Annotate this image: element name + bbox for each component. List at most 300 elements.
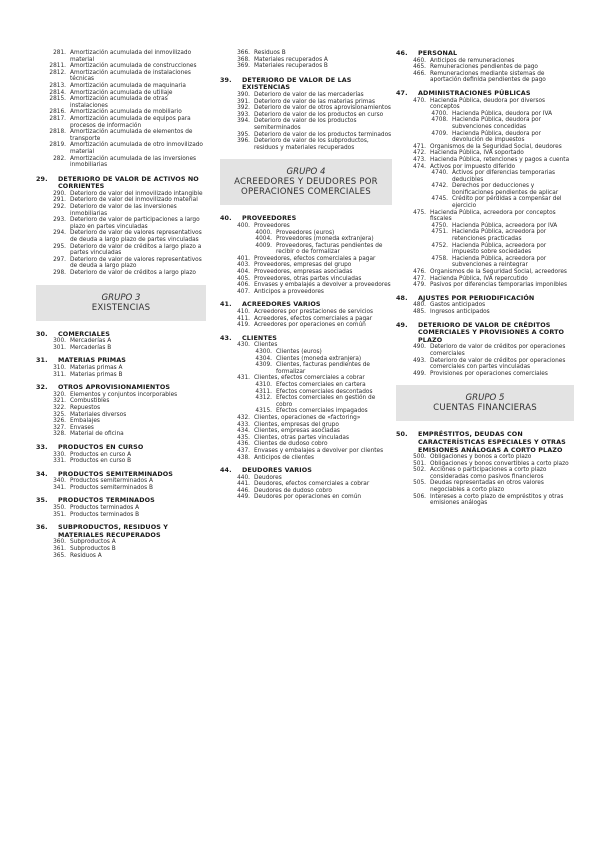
- account-row: [396, 371, 574, 378]
- account-label: Hacienda Pública, retenciones y pagos a cuenta: [430, 156, 570, 163]
- account-label: Amortización acumulada de elementos de transporte: [70, 129, 193, 142]
- account-label: Combustibles: [70, 398, 110, 405]
- column-2: [220, 50, 392, 507]
- account-code: 4315.: [255, 408, 272, 415]
- account-row: [396, 467, 574, 480]
- account-code: 396.: [237, 138, 250, 145]
- group-heading: [220, 467, 392, 475]
- account-label: Hacienda Pública, IVA repercutido: [430, 275, 528, 282]
- account-label: Hacienda Pública, deudora por devolución de impuestos: [452, 130, 541, 144]
- account-label: Hacienda Pública, acreedora por IVA: [452, 222, 558, 229]
- column-3: [396, 50, 574, 513]
- account-row: [36, 50, 206, 63]
- account-row: [396, 64, 574, 71]
- account-label: Embalajes: [70, 418, 100, 425]
- subaccount-row: [220, 356, 392, 363]
- account-label: Clientes, otras partes vinculadas: [254, 434, 349, 441]
- group-code: 36.: [36, 523, 48, 532]
- group-code: 44.: [220, 466, 232, 475]
- account-row: [36, 63, 206, 70]
- account-code: 449.: [237, 494, 250, 501]
- account-row: [220, 256, 392, 263]
- group-heading-title: PRODUCTOS TERMINADOS: [58, 496, 155, 505]
- group-number: GRUPO 4: [286, 167, 326, 178]
- account-group: [396, 431, 574, 507]
- account-row: [220, 428, 392, 435]
- account-label: Deterioro de valor de créditos por operaciones comerciales: [430, 344, 566, 357]
- account-code: 341.: [53, 484, 66, 491]
- account-row: [36, 539, 206, 546]
- account-row: [220, 441, 392, 448]
- account-label: Deterioro de valor de valores representativos de deuda a largo plazo de partes vinculadas: [70, 230, 202, 244]
- account-row: [36, 204, 206, 217]
- account-code: 470.: [413, 97, 426, 104]
- account-code: 4758.: [431, 255, 448, 262]
- account-label: Material de oficina: [70, 431, 124, 438]
- account-group: [36, 444, 206, 465]
- account-row: [396, 344, 574, 357]
- account-label: Proveedores, facturas pendientes de recibir o de formalizar: [276, 242, 383, 256]
- account-label: Deterioro de valor del inmovilizado intangible: [70, 190, 203, 197]
- account-label: Productos en curso A: [70, 451, 132, 458]
- account-code: 472.: [413, 150, 426, 157]
- account-label: Deterioro de valor de participaciones a largo plazo en partes vinculadas: [70, 217, 200, 230]
- account-label: Deterioro de valor del inmovilizado material: [70, 197, 198, 204]
- account-code: 321.: [53, 398, 66, 405]
- account-row: [36, 270, 206, 277]
- account-row: [220, 475, 392, 482]
- account-code: 4750.: [431, 222, 448, 229]
- account-code: 493.: [413, 357, 426, 364]
- account-row: [36, 83, 206, 90]
- account-label: Hacienda Pública, acreedora por subvenciones a reintegrar: [452, 255, 547, 269]
- group-code: 32.: [36, 383, 48, 392]
- account-label: Envases y embalajes a devolver por clientes: [254, 447, 384, 454]
- account-row: [36, 425, 206, 432]
- account-code: 298.: [53, 270, 66, 276]
- account-row: [396, 282, 574, 289]
- account-row: [220, 455, 392, 462]
- account-row: [220, 138, 392, 151]
- subaccount-row: [396, 243, 574, 256]
- account-row: [220, 342, 392, 349]
- account-label: Acciones o participaciones a corto plazo consideradas como pasivos financieros: [430, 467, 547, 480]
- account-code: 331.: [53, 458, 66, 465]
- account-label: Clientes, empresas del grupo: [254, 421, 339, 428]
- account-code: 476.: [413, 269, 426, 275]
- account-group: [36, 176, 206, 277]
- account-code: 411.: [237, 315, 250, 322]
- account-code: 446.: [237, 487, 250, 494]
- account-row: [36, 365, 206, 372]
- account-code: 322.: [53, 404, 66, 411]
- account-label: Clientes: [254, 342, 278, 349]
- account-label: Hacienda Pública, deudora por subvenciones concedidas: [452, 117, 541, 130]
- account-code: 326.: [53, 418, 66, 425]
- group-code: 40.: [220, 214, 232, 223]
- account-row: [396, 309, 574, 316]
- account-label: Clientes (moneda extranjera): [276, 355, 362, 362]
- account-label: Anticipos de remuneraciones: [430, 57, 515, 64]
- account-label: Activos por impuesto diferido: [430, 163, 516, 170]
- group-banner: [36, 285, 206, 321]
- account-row: [36, 338, 206, 345]
- account-code: 282.: [53, 155, 66, 162]
- subaccount-row: [396, 183, 574, 196]
- account-row: [396, 494, 574, 507]
- account-code: 390.: [237, 91, 250, 98]
- account-label: Clientes de dudoso cobro: [254, 441, 328, 448]
- group-code: 30.: [36, 329, 48, 338]
- account-row: [36, 405, 206, 412]
- group-title: CUENTAS FINANCIERAS: [433, 403, 537, 414]
- account-label: Gastos anticipados: [430, 302, 486, 309]
- account-label: Productos terminados B: [70, 511, 140, 518]
- account-code: 506.: [413, 493, 426, 500]
- account-label: Efectos comerciales en gestión de cobro: [276, 395, 376, 408]
- account-label: Productos en curso B: [70, 458, 132, 465]
- account-row: [220, 282, 392, 289]
- group-heading: [220, 77, 392, 92]
- account-label: Hacienda Pública, deudora por diversos conceptos: [430, 97, 546, 111]
- account-label: Deudas representadas en otros valores negociables a corto plazo: [430, 480, 544, 494]
- account-row: [396, 461, 574, 468]
- account-label: Productos semiterminados B: [70, 484, 153, 491]
- account-label: Residuos A: [70, 552, 102, 559]
- account-label: Proveedores (euros): [276, 229, 335, 236]
- account-label: Organismos de la Seguridad Social, acreedores: [430, 269, 567, 275]
- account-code: 436.: [237, 441, 250, 448]
- account-code: 437.: [237, 447, 250, 454]
- account-row: [220, 118, 392, 131]
- account-code: 301.: [53, 344, 66, 351]
- group-code: 48.: [396, 293, 408, 302]
- account-code: 505.: [413, 480, 426, 487]
- account-label: Subproductos A: [70, 539, 116, 546]
- group-heading-title: DETERIORO DE VALOR DE ACTIVOS NO CORRIENTES: [58, 174, 199, 191]
- account-code: 4751.: [431, 229, 448, 236]
- account-label: Organismos de la Seguridad Social, deudores: [430, 143, 562, 150]
- group-heading: [396, 295, 574, 303]
- account-row: [220, 57, 392, 64]
- subaccount-row: [220, 408, 392, 415]
- group-heading-title: AJUSTES POR PERIODIFICACIÓN: [418, 293, 535, 302]
- account-group: [36, 497, 206, 518]
- account-label: Deterioro de valor de las inversiones inmobiliarias: [70, 204, 177, 217]
- subaccount-row: [220, 236, 392, 243]
- account-row: [220, 262, 392, 269]
- group-heading: [220, 215, 392, 223]
- group-banner: [396, 385, 574, 421]
- account-row: [220, 322, 392, 329]
- account-row: [36, 478, 206, 485]
- account-row: [396, 480, 574, 493]
- group-heading: [396, 322, 574, 345]
- account-code: 366.: [237, 50, 250, 56]
- group-heading-title: MATERIAS PRIMAS: [58, 356, 126, 365]
- account-code: 4709.: [431, 130, 448, 137]
- group-heading-title: DETERIORO DE VALOR DE CRÉDITOS COMERCIALES Y PROVISIONES A CORTO PLAZO: [418, 320, 565, 344]
- account-code: 400.: [237, 222, 250, 229]
- group-code: 43.: [220, 333, 232, 342]
- account-label: Clientes, facturas pendientes de formalizar: [276, 362, 370, 375]
- account-code: 485.: [413, 308, 426, 315]
- account-label: Elementos y conjuntos incorporables: [70, 391, 178, 398]
- account-group: [36, 471, 206, 492]
- account-code: 4000.: [255, 229, 272, 236]
- account-group: [396, 322, 574, 378]
- account-label: Amortización acumulada de otro inmovilizado material: [70, 142, 203, 155]
- account-row: [36, 418, 206, 425]
- account-code: 350.: [53, 505, 66, 512]
- group-code: 41.: [220, 300, 232, 309]
- account-row: [36, 129, 206, 142]
- account-code: 361.: [53, 546, 66, 553]
- account-label: Clientes (euros): [276, 349, 322, 355]
- account-label: Deterioro de valor de los productos terminados: [254, 131, 392, 138]
- account-code: 2817.: [49, 115, 66, 122]
- account-group: [396, 90, 574, 289]
- account-label: Amortización acumulada de instalaciones técnicas: [70, 69, 191, 83]
- account-label: Mercaderías B: [70, 344, 112, 351]
- group-code: 50.: [396, 430, 408, 439]
- account-code: 393.: [237, 111, 250, 118]
- account-label: Deudores por operaciones en común: [254, 494, 362, 501]
- account-code: 475.: [413, 209, 426, 216]
- account-label: Amortización acumulada de las inversiones inmobiliarias: [70, 155, 197, 169]
- account-code: 2811.: [49, 63, 66, 70]
- group-heading-title: DETERIORO DE VALOR DE LAS EXISTENCIAS: [242, 75, 352, 92]
- group-heading-title: OTROS APROVISIONAMIENTOS: [58, 383, 171, 392]
- account-label: Repuestos: [70, 404, 101, 411]
- account-row: [396, 98, 574, 111]
- account-row: [220, 494, 392, 501]
- account-label: Materiales diversos: [70, 411, 127, 418]
- account-code: 330.: [53, 451, 66, 458]
- group-heading-title: DEUDORES VARIOS: [242, 466, 313, 475]
- column-1: [36, 50, 206, 565]
- account-label: Crédito por pérdidas a compensar del ejercicio: [452, 196, 562, 210]
- account-label: Deterioro de valor de créditos a largo plazo a partes vinculadas: [70, 243, 202, 257]
- group-heading: [36, 384, 206, 392]
- account-row: [220, 415, 392, 422]
- account-group: [220, 77, 392, 152]
- account-row: [36, 553, 206, 560]
- account-label: Amortización acumulada de utillaje: [70, 89, 173, 96]
- subaccount-row: [396, 256, 574, 269]
- account-code: 369.: [237, 63, 250, 70]
- group-title: EXISTENCIAS: [91, 302, 151, 313]
- account-label: Proveedores, efectos comerciales a pagar: [254, 255, 376, 262]
- account-label: Deterioro de valor de otros aprovisionamientos: [254, 105, 391, 112]
- subaccount-row: [220, 230, 392, 237]
- group-heading: [220, 335, 392, 343]
- account-label: Deterioro de valor de las mercaderías: [254, 91, 364, 98]
- account-row: [396, 157, 574, 164]
- account-row: [36, 230, 206, 243]
- subaccount-row: [396, 229, 574, 242]
- account-label: Materias primas A: [70, 364, 123, 371]
- account-label: Subproductos B: [70, 546, 116, 553]
- account-row: [220, 422, 392, 429]
- account-code: 325.: [53, 411, 66, 418]
- account-code: 430.: [237, 342, 250, 349]
- group-heading: [36, 176, 206, 191]
- account-row: [36, 116, 206, 129]
- account-code: 394.: [237, 118, 250, 125]
- account-label: Deudores: [254, 474, 282, 481]
- account-code: 404.: [237, 269, 250, 276]
- account-code: 499.: [413, 370, 426, 377]
- account-label: Proveedores (moneda extranjera): [276, 236, 374, 243]
- account-label: Materiales recuperados B: [254, 63, 328, 70]
- account-group: [220, 301, 392, 328]
- group-title: ACREEDORES Y DEUDORES POR OPERACIONES COMERCIALES: [234, 177, 378, 198]
- account-label: Deudores de dudoso cobro: [254, 487, 332, 494]
- account-row: [396, 164, 574, 171]
- account-label: Deudores, efectos comerciales a cobrar: [254, 481, 370, 488]
- group-heading-title: PERSONAL: [418, 49, 458, 57]
- account-row: [396, 150, 574, 157]
- account-label: Efectos comerciales impagados: [276, 408, 368, 415]
- account-code: 440.: [237, 474, 250, 481]
- account-row: [36, 109, 206, 116]
- account-row: [220, 435, 392, 442]
- account-row: [36, 398, 206, 405]
- account-label: Productos terminados A: [70, 505, 140, 512]
- account-label: Deterioro de valor de los productos semiterminados: [254, 118, 357, 131]
- account-label: Amortización acumulada de mobiliario: [70, 109, 182, 116]
- subaccount-row: [396, 196, 574, 209]
- account-label: Productos semiterminados A: [70, 478, 153, 485]
- account-row: [220, 99, 392, 106]
- account-code: 406.: [237, 282, 250, 289]
- account-row: [220, 63, 392, 70]
- group-heading: [36, 444, 206, 452]
- account-code: 500.: [413, 454, 426, 461]
- group-heading-title: PROVEEDORES: [242, 214, 297, 223]
- account-row: [36, 546, 206, 553]
- account-label: Amortización acumulada de equipos para procesos de información: [70, 115, 191, 129]
- account-label: Deterioro de valor de las materias primas: [254, 98, 375, 105]
- account-label: Pasivos por diferencias temporarias imponibles: [430, 282, 568, 289]
- account-label: Proveedores, empresas del grupo: [254, 262, 352, 269]
- account-row: [220, 112, 392, 119]
- subaccount-row: [220, 362, 392, 375]
- account-code: 434.: [237, 428, 250, 435]
- subaccount-row: [220, 349, 392, 356]
- account-label: Clientes, empresas asociadas: [254, 428, 340, 435]
- group-heading: [396, 50, 574, 58]
- account-row: [220, 309, 392, 316]
- group-heading: [36, 524, 206, 539]
- account-label: Mercaderías A: [70, 338, 112, 345]
- account-label: Efectos comerciales descontados: [276, 388, 373, 395]
- subaccount-row: [396, 170, 574, 183]
- account-code: 405.: [237, 275, 250, 282]
- account-code: 501.: [413, 460, 426, 467]
- account-code: 4309.: [255, 362, 272, 369]
- account-label: Envases y embalajes a devolver a proveedores: [254, 282, 391, 289]
- account-row: [36, 257, 206, 270]
- subaccount-row: [220, 382, 392, 389]
- account-label: Hacienda Pública, deudora por IVA: [452, 110, 553, 117]
- account-code: 360.: [53, 539, 66, 546]
- group-heading-title: SUBPRODUCTOS, RESIDUOS Y MATERIALES RECUPERADOS: [58, 523, 168, 539]
- account-code: 291.: [53, 197, 66, 204]
- subaccount-row: [396, 117, 574, 130]
- account-code: 432.: [237, 414, 250, 421]
- account-code: 4740.: [431, 170, 448, 177]
- account-code: 473.: [413, 156, 426, 163]
- account-group: [36, 384, 206, 438]
- account-label: Intereses a corto plazo de empréstitos y otras emisiones análogas: [430, 493, 564, 507]
- account-code: 4700.: [431, 110, 448, 117]
- account-code: 480.: [413, 302, 426, 309]
- account-code: 281.: [53, 50, 66, 56]
- account-code: 465.: [413, 64, 426, 71]
- account-row: [36, 345, 206, 352]
- group-code: 39.: [220, 75, 232, 84]
- account-label: Deterioro de valor de los subproductos, residuos y materiales recuperados: [254, 138, 369, 151]
- account-row: [36, 372, 206, 379]
- account-group: [396, 50, 574, 84]
- account-code: 435.: [237, 434, 250, 441]
- group-banner: [220, 159, 392, 205]
- account-row: [36, 452, 206, 459]
- account-row: [36, 485, 206, 492]
- account-code: 320.: [53, 391, 66, 398]
- account-row: [220, 481, 392, 488]
- account-label: Activos por diferencias temporarias deducibles: [452, 170, 556, 183]
- account-label: Obligaciones y bonos convertibles a corto plazo: [430, 460, 569, 467]
- account-group: [36, 331, 206, 352]
- account-code: 300.: [53, 338, 66, 345]
- account-code: 479.: [413, 282, 426, 289]
- account-label: Amortización acumulada de construcciones: [70, 63, 197, 70]
- account-code: 2815.: [49, 96, 66, 103]
- account-code: 340.: [53, 478, 66, 485]
- account-label: Residuos B: [254, 50, 286, 56]
- account-label: Anticipos de clientes: [254, 454, 315, 461]
- account-label: Materiales recuperados A: [254, 56, 328, 63]
- account-row: [220, 269, 392, 276]
- account-label: Proveedores, empresas asociadas: [254, 269, 353, 276]
- account-row: [36, 431, 206, 438]
- group-heading: [36, 357, 206, 365]
- account-row: [220, 50, 392, 57]
- group-heading-title: ADMINISTRACIONES PÚBLICAS: [418, 88, 531, 97]
- account-code: 295.: [53, 243, 66, 250]
- group-heading-title: PRODUCTOS SEMITERMINADOS: [58, 469, 173, 478]
- account-label: Deterioro de valor de créditos por operaciones comerciales con partes vinculadas: [430, 357, 566, 371]
- account-row: [36, 412, 206, 419]
- account-code: 438.: [237, 454, 250, 461]
- account-row: [36, 197, 206, 204]
- group-heading: [36, 471, 206, 479]
- account-code: 4745.: [431, 196, 448, 203]
- group-number: GRUPO 5: [465, 393, 505, 404]
- account-row: [36, 191, 206, 198]
- account-code: 401.: [237, 255, 250, 262]
- account-label: Hacienda Pública, IVA soportado: [430, 150, 524, 157]
- account-group: [396, 295, 574, 316]
- account-row: [36, 505, 206, 512]
- account-code: 351.: [53, 511, 66, 518]
- account-code: 4312.: [255, 395, 272, 402]
- account-label: Hacienda Pública, acreedora por conceptos fiscales: [430, 209, 556, 223]
- account-row: [396, 276, 574, 283]
